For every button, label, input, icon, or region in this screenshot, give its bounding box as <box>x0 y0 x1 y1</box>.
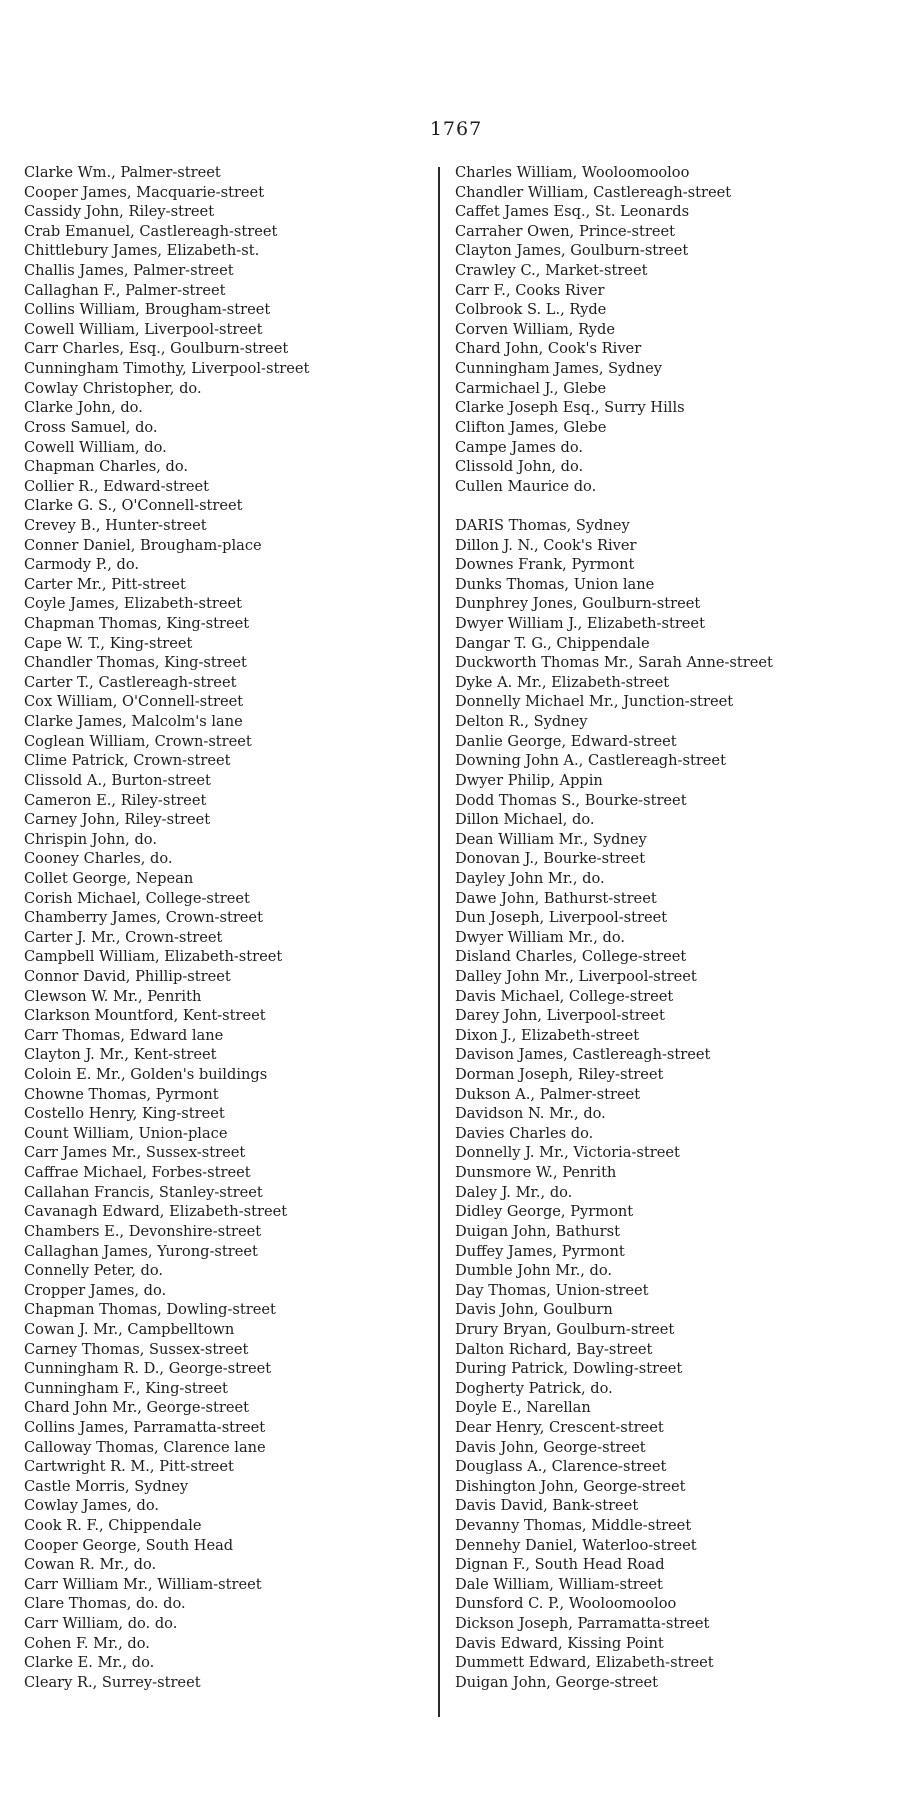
directory-entry: Dwyer William Mr., do. <box>455 928 626 946</box>
directory-entry: Devanny Thomas, Middle-street <box>455 1517 692 1535</box>
directory-entry: Dillon J. N., Cook's River <box>455 536 637 554</box>
directory-entry: Callaghan F., Palmer-street <box>24 281 226 299</box>
directory-entry: Daley J. Mr., do. <box>455 1183 573 1201</box>
directory-entry: Cunningham Timothy, Liverpool-street <box>24 360 310 378</box>
directory-entry: Chard John Mr., George-street <box>24 1399 249 1417</box>
directory-entry: Cape W. T., King-street <box>24 634 193 652</box>
directory-entry: Chamberry James, Crown-street <box>24 909 263 927</box>
directory-entry: Doyle E., Narellan <box>455 1399 591 1417</box>
directory-entry: Cox William, O'Connell-street <box>24 693 244 711</box>
directory-entry: Campbell William, Elizabeth-street <box>24 948 283 966</box>
directory-entry: Chapman Charles, do. <box>24 458 189 476</box>
directory-entry: Cleary R., Surrey-street <box>24 1673 201 1691</box>
directory-entry: Donnelly Michael Mr., Junction-street <box>455 693 734 711</box>
directory-entry: Cowlay Christopher, do. <box>24 379 202 397</box>
directory-entry: Donovan J., Bourke-street <box>455 850 646 868</box>
directory-entry: Cassidy John, Riley-street <box>24 203 215 221</box>
directory-entry: Davis John, Goulburn <box>455 1301 613 1319</box>
directory-entry: Coloin E. Mr., Golden's buildings <box>24 1066 268 1084</box>
directory-entry: Clarke James, Malcolm's lane <box>24 713 243 731</box>
directory-entry: Carraher Owen, Prince-street <box>455 222 676 240</box>
directory-entry: Dear Henry, Crescent-street <box>455 1419 664 1436</box>
directory-entry: Davison James, Castlereagh-street <box>455 1046 711 1064</box>
directory-entry: Carmichael J., Glebe <box>455 379 607 397</box>
directory-entry: Dean William Mr., Sydney <box>455 830 647 848</box>
directory-entry: Davis David, Bank-street <box>455 1497 639 1515</box>
directory-entry: Dawe John, Bathurst-street <box>455 889 657 907</box>
directory-entry: Downes Frank, Pyrmont <box>455 556 635 574</box>
directory-entry: Clissold A., Burton-street <box>24 771 211 789</box>
page-number: 1767 <box>429 118 483 140</box>
directory-entry: Cropper James, do. <box>24 1281 167 1299</box>
directory-entry: Clewson W. Mr., Penrith <box>24 987 202 1005</box>
directory-entry: Davis John, George-street <box>455 1438 646 1456</box>
directory-entry: Clare Thomas, do. do. <box>24 1595 186 1613</box>
directory-entry: Colbrook S. L., Ryde <box>455 301 607 319</box>
column-divider <box>438 167 440 1717</box>
directory-entry: Dignan F., South Head Road <box>455 1556 665 1574</box>
directory-entry: Coyle James, Elizabeth-street <box>24 595 242 613</box>
directory-entry: Caffet James Esq., St. Leonards <box>455 203 690 221</box>
directory-entry: Conner Daniel, Brougham-place <box>24 536 262 554</box>
directory-entry: Chittlebury James, Elizabeth-st. <box>24 242 260 260</box>
directory-entry: Clifton James, Glebe <box>455 418 607 436</box>
directory-entry: Crevey B., Hunter-street <box>24 516 207 534</box>
directory-entry: Cooney Charles, do. <box>24 850 173 868</box>
directory-entry: Dwyer Philip, Appin <box>455 771 603 789</box>
directory-entry: Danlie George, Edward-street <box>455 732 677 750</box>
directory-entry: Chandler William, Castlereagh-street <box>455 183 732 201</box>
directory-entry: Castle Morris, Sydney <box>24 1477 189 1495</box>
directory-entry: Dalley John Mr., Liverpool-street <box>455 967 697 985</box>
directory-entry: Didley George, Pyrmont <box>455 1203 634 1221</box>
directory-entry: Davies Charles do. <box>455 1124 594 1142</box>
directory-entry: Cook R. F., Chippendale <box>24 1517 202 1535</box>
directory-entry: Davis Michael, College-street <box>455 987 674 1005</box>
directory-entry: Dun Joseph, Liverpool-street <box>455 909 668 927</box>
directory-entry: Chapman Thomas, King-street <box>24 615 250 633</box>
directory-entry: Dukson A., Palmer-street <box>455 1085 641 1103</box>
directory-entry: Dogherty Patrick, do. <box>455 1379 613 1397</box>
directory-entry: Dickson Joseph, Parramatta-street <box>455 1615 710 1633</box>
directory-entry: Dunphrey Jones, Goulburn-street <box>455 595 701 613</box>
directory-entry: Collins William, Brougham-street <box>24 301 271 319</box>
directory-entry: Cunningham F., King-street <box>24 1379 228 1397</box>
directory-entry: Costello Henry, King-street <box>24 1105 225 1123</box>
directory-entry: Corven William, Ryde <box>455 320 616 338</box>
directory-entry: Dunsmore W., Penrith <box>455 1164 617 1182</box>
directory-entry: Carr Thomas, Edward lane <box>24 1026 224 1044</box>
section-gap <box>455 496 895 516</box>
directory-entry: Clayton James, Goulburn-street <box>455 242 689 260</box>
directory-entry: Dwyer William J., Elizabeth-street <box>455 615 705 633</box>
directory-entry: Clime Patrick, Crown-street <box>24 752 231 770</box>
directory-entry: Chard John, Cook's River <box>455 340 642 358</box>
directory-entry: Connor David, Phillip-street <box>24 967 231 985</box>
directory-entry: Carr William, do. do. <box>24 1615 178 1633</box>
directory-entry: DARIS Thomas, Sydney <box>455 516 630 534</box>
directory-entry: Dayley John Mr., do. <box>455 869 605 887</box>
directory-entry: Clarke G. S., O'Connell-street <box>24 497 243 515</box>
directory-entry: Chapman Thomas, Dowling-street <box>24 1301 276 1319</box>
directory-entry: Cooper James, Macquarie-street <box>24 183 265 201</box>
directory-entry: Callahan Francis, Stanley-street <box>24 1183 263 1201</box>
directory-entry: Clarke Wm., Palmer-street <box>24 164 221 181</box>
directory-entry: Cooper George, South Head <box>24 1536 234 1554</box>
directory-entry: Dodd Thomas S., Bourke-street <box>455 791 687 809</box>
directory-entry: Cunningham James, Sydney <box>455 360 663 378</box>
directory-entry: Coglean William, Crown-street <box>24 732 252 750</box>
directory-entry: Clarke John, do. <box>24 399 143 417</box>
directory-entry: Dennehy Daniel, Waterloo-street <box>455 1536 697 1554</box>
directory-entry: Cross Samuel, do. <box>24 418 158 436</box>
directory-entry: Chowne Thomas, Pyrmont <box>24 1085 219 1103</box>
directory-entry: Dunks Thomas, Union lane <box>455 575 655 593</box>
directory-entry: Clayton J. Mr., Kent-street <box>24 1046 217 1064</box>
directory-entry: Cowell William, Liverpool-street <box>24 320 263 338</box>
directory-entry: Collet George, Nepean <box>24 869 194 887</box>
directory-entry: Cowan J. Mr., Campbelltown <box>24 1320 235 1338</box>
directory-entry: Douglass A., Clarence-street <box>455 1458 667 1476</box>
right-column-list <box>455 163 895 1693</box>
directory-entry: Cowell William, do. <box>24 438 167 456</box>
directory-entry: Cartwright R. M., Pitt-street <box>24 1458 234 1476</box>
directory-entry: During Patrick, Dowling-street <box>455 1360 683 1378</box>
directory-entry: Dixon J., Elizabeth-street <box>455 1026 640 1044</box>
directory-entry: Disland Charles, College-street <box>455 948 687 966</box>
directory-entry: Dummett Edward, Elizabeth-street <box>455 1654 714 1672</box>
directory-entry: Dishington John, George-street <box>455 1477 686 1495</box>
directory-entry: Campe James do. <box>455 438 583 456</box>
directory-entry: Day Thomas, Union-street <box>455 1281 649 1299</box>
directory-entry: Cowan R. Mr., do. <box>24 1556 157 1574</box>
directory-entry: Darey John, Liverpool-street <box>455 1007 665 1025</box>
directory-entry: Collier R., Edward-street <box>24 477 210 495</box>
directory-entry: Dunsford C. P., Wooloomooloo <box>455 1595 677 1613</box>
directory-entry: Challis James, Palmer-street <box>24 262 234 280</box>
directory-entry: Cavanagh Edward, Elizabeth-street <box>24 1203 288 1221</box>
directory-entry: Charles William, Wooloomooloo <box>455 164 690 181</box>
directory-entry: Chrispin John, do. <box>24 830 157 848</box>
directory-entry: Carter J. Mr., Crown-street <box>24 928 223 946</box>
directory-entry: Delton R., Sydney <box>455 713 588 731</box>
directory-entry: Corish Michael, College-street <box>24 889 250 907</box>
directory-entry: Duigan John, George-street <box>455 1673 658 1691</box>
directory-entry: Cunningham R. D., George-street <box>24 1360 272 1378</box>
directory-entry: Carr William Mr., William-street <box>24 1575 262 1593</box>
directory-entry: Downing John A., Castlereagh-street <box>455 752 726 770</box>
directory-entry: Connelly Peter, do. <box>24 1262 164 1280</box>
directory-entry: Dumble John Mr., do. <box>455 1262 613 1280</box>
directory-entry: Donnelly J. Mr., Victoria-street <box>455 1144 680 1162</box>
directory-entry: Crawley C., Market-street <box>455 262 648 280</box>
directory-entry: Duckworth Thomas Mr., Sarah Anne-street <box>455 654 773 672</box>
directory-entry: Carney Thomas, Sussex-street <box>24 1340 249 1358</box>
directory-entry: Davidson N. Mr., do. <box>455 1105 606 1123</box>
directory-entry: Carr James Mr., Sussex-street <box>24 1144 246 1162</box>
directory-entry: Dalton Richard, Bay-street <box>455 1340 653 1358</box>
directory-entry: Dorman Joseph, Riley-street <box>455 1066 664 1084</box>
directory-entry: Dyke A. Mr., Elizabeth-street <box>455 673 670 691</box>
directory-entry: Duigan John, Bathurst <box>455 1222 620 1240</box>
directory-entry: Clissold John, do. <box>455 458 584 476</box>
directory-entry: Dillon Michael, do. <box>455 811 595 829</box>
directory-entry: Carter Mr., Pitt-street <box>24 575 186 593</box>
directory-entry: Carr F., Cooks River <box>455 281 605 299</box>
directory-entry: Duffey James, Pyrmont <box>455 1242 625 1260</box>
directory-entry: Chandler Thomas, King-street <box>24 654 247 672</box>
left-column-list <box>24 163 424 1693</box>
directory-entry: Davis Edward, Kissing Point <box>455 1634 664 1652</box>
directory-entry: Collins James, Parramatta-street <box>24 1419 266 1436</box>
directory-entry: Chambers E., Devonshire-street <box>24 1222 262 1240</box>
directory-entry: Clarke E. Mr., do. <box>24 1654 155 1672</box>
directory-entry: Cullen Maurice do. <box>455 477 597 495</box>
directory-entry: Cowlay James, do. <box>24 1497 159 1515</box>
directory-entry: Callaghan James, Yurong-street <box>24 1242 258 1260</box>
directory-entry: Dangar T. G., Chippendale <box>455 634 650 652</box>
directory-entry: Clarkson Mountford, Kent-street <box>24 1007 266 1025</box>
directory-entry: Cohen F. Mr., do. <box>24 1634 150 1652</box>
directory-entry: Carter T., Castlereagh-street <box>24 673 237 691</box>
directory-entry: Dale William, William-street <box>455 1575 663 1593</box>
directory-entry: Carr Charles, Esq., Goulburn-street <box>24 340 289 358</box>
directory-entry: Carmody P., do. <box>24 556 139 574</box>
directory-entry: Calloway Thomas, Clarence lane <box>24 1438 266 1456</box>
directory-entry: Cameron E., Riley-street <box>24 791 207 809</box>
directory-entry: Caffrae Michael, Forbes-street <box>24 1164 251 1182</box>
directory-entry: Count William, Union-place <box>24 1124 228 1142</box>
directory-entry: Clarke Joseph Esq., Surry Hills <box>455 399 685 417</box>
directory-entry: Crab Emanuel, Castlereagh-street <box>24 222 278 240</box>
directory-entry: Carney John, Riley-street <box>24 811 211 829</box>
directory-entry: Drury Bryan, Goulburn-street <box>455 1320 675 1338</box>
